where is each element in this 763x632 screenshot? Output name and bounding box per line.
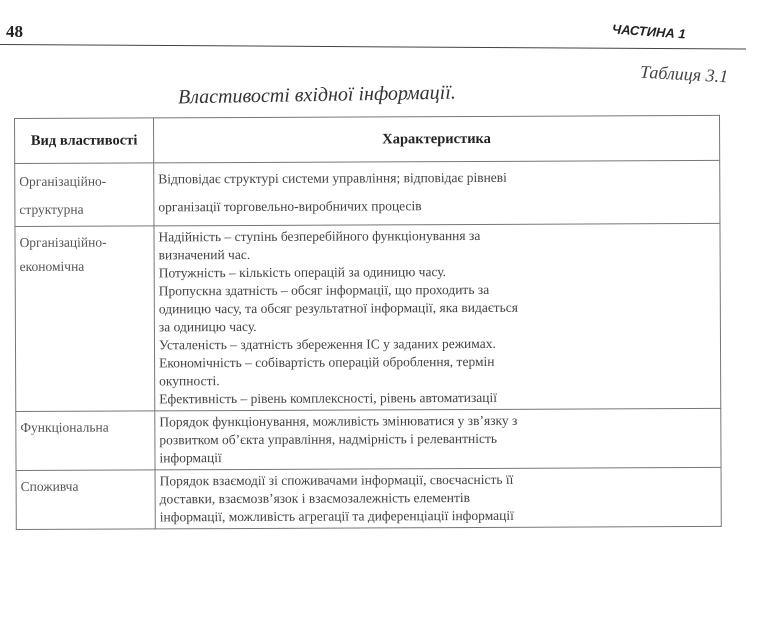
characteristic-line: Потужність – кількість операцій за одиницю часу. xyxy=(158,264,447,281)
table-title: Властивості вхідної інформації. xyxy=(177,81,456,109)
characteristic-line: інформації, можливість агрегації та диференціації інформації xyxy=(159,507,514,525)
characteristic-line: Надійність – ступінь безперебійного функціонування за xyxy=(158,227,481,245)
column-header-characteristic: Характеристика xyxy=(154,115,720,162)
property-type-cell xyxy=(16,470,155,530)
characteristic-line: за одиницю часу. xyxy=(158,318,257,335)
characteristic-line: доставки, взаємозв’язок і взаємозалежність елементів xyxy=(159,490,471,507)
table-header-row xyxy=(15,115,720,163)
page-number: 48 xyxy=(6,22,23,41)
characteristic-line: Усталеність – здатність збереження ІС у заданих режимах. xyxy=(158,335,496,353)
characteristic-cell xyxy=(154,160,720,225)
table-row xyxy=(15,160,720,226)
property-type-line: Споживча xyxy=(20,478,79,494)
characteristic-line: визначений час. xyxy=(158,246,251,263)
characteristic-line: Порядок функціонування, можливість змінюватися у зв’язку з xyxy=(159,412,518,430)
property-type-line: структурна xyxy=(19,201,84,217)
characteristic-line: розвитком об’єкта управління, надмірність і релевантність xyxy=(159,430,498,448)
characteristic-cell xyxy=(155,408,721,469)
characteristic-line: організації торговельно-виробничих процесів xyxy=(158,198,422,215)
property-type-cell xyxy=(15,163,154,227)
table-label: Таблиця 3.1 xyxy=(639,61,729,87)
properties-table xyxy=(14,115,722,530)
property-type-line: Організаційно- xyxy=(19,234,107,250)
characteristic-line: Відповідає структурі системи управління; відповідає рівневі xyxy=(158,169,507,187)
characteristic-cell xyxy=(155,467,721,528)
characteristic-line: Пропускна здатність – обсяг інформації, що проходить за xyxy=(158,281,490,299)
characteristic-line: Порядок взаємодії зі споживачами інформації, своєчасність її xyxy=(159,471,514,489)
property-type-line: Функціональна xyxy=(20,419,109,435)
table-row xyxy=(15,223,721,411)
characteristic-line: інформації xyxy=(159,450,222,466)
property-type-cell xyxy=(15,226,155,412)
part-label: ЧАСТИНА 1 xyxy=(611,21,687,42)
column-header-type: Вид властивості xyxy=(15,118,154,164)
characteristic-line: окупності. xyxy=(159,373,220,389)
table-row xyxy=(16,467,721,529)
property-type-cell xyxy=(16,411,155,471)
characteristic-cell xyxy=(154,223,721,410)
characteristic-line: одиницю часу, та обсяг результатної інформації, яка видається xyxy=(158,299,518,317)
characteristic-line: Економічність – собівартість операцій оброблення, термін xyxy=(159,353,495,371)
header-rule xyxy=(0,44,746,50)
characteristic-line: Ефективність – рівень комплексності, рівень автоматизації xyxy=(159,389,498,407)
property-type-line: Організаційно- xyxy=(19,173,107,189)
property-type-line: економічна xyxy=(19,258,85,274)
table-row xyxy=(16,408,721,470)
